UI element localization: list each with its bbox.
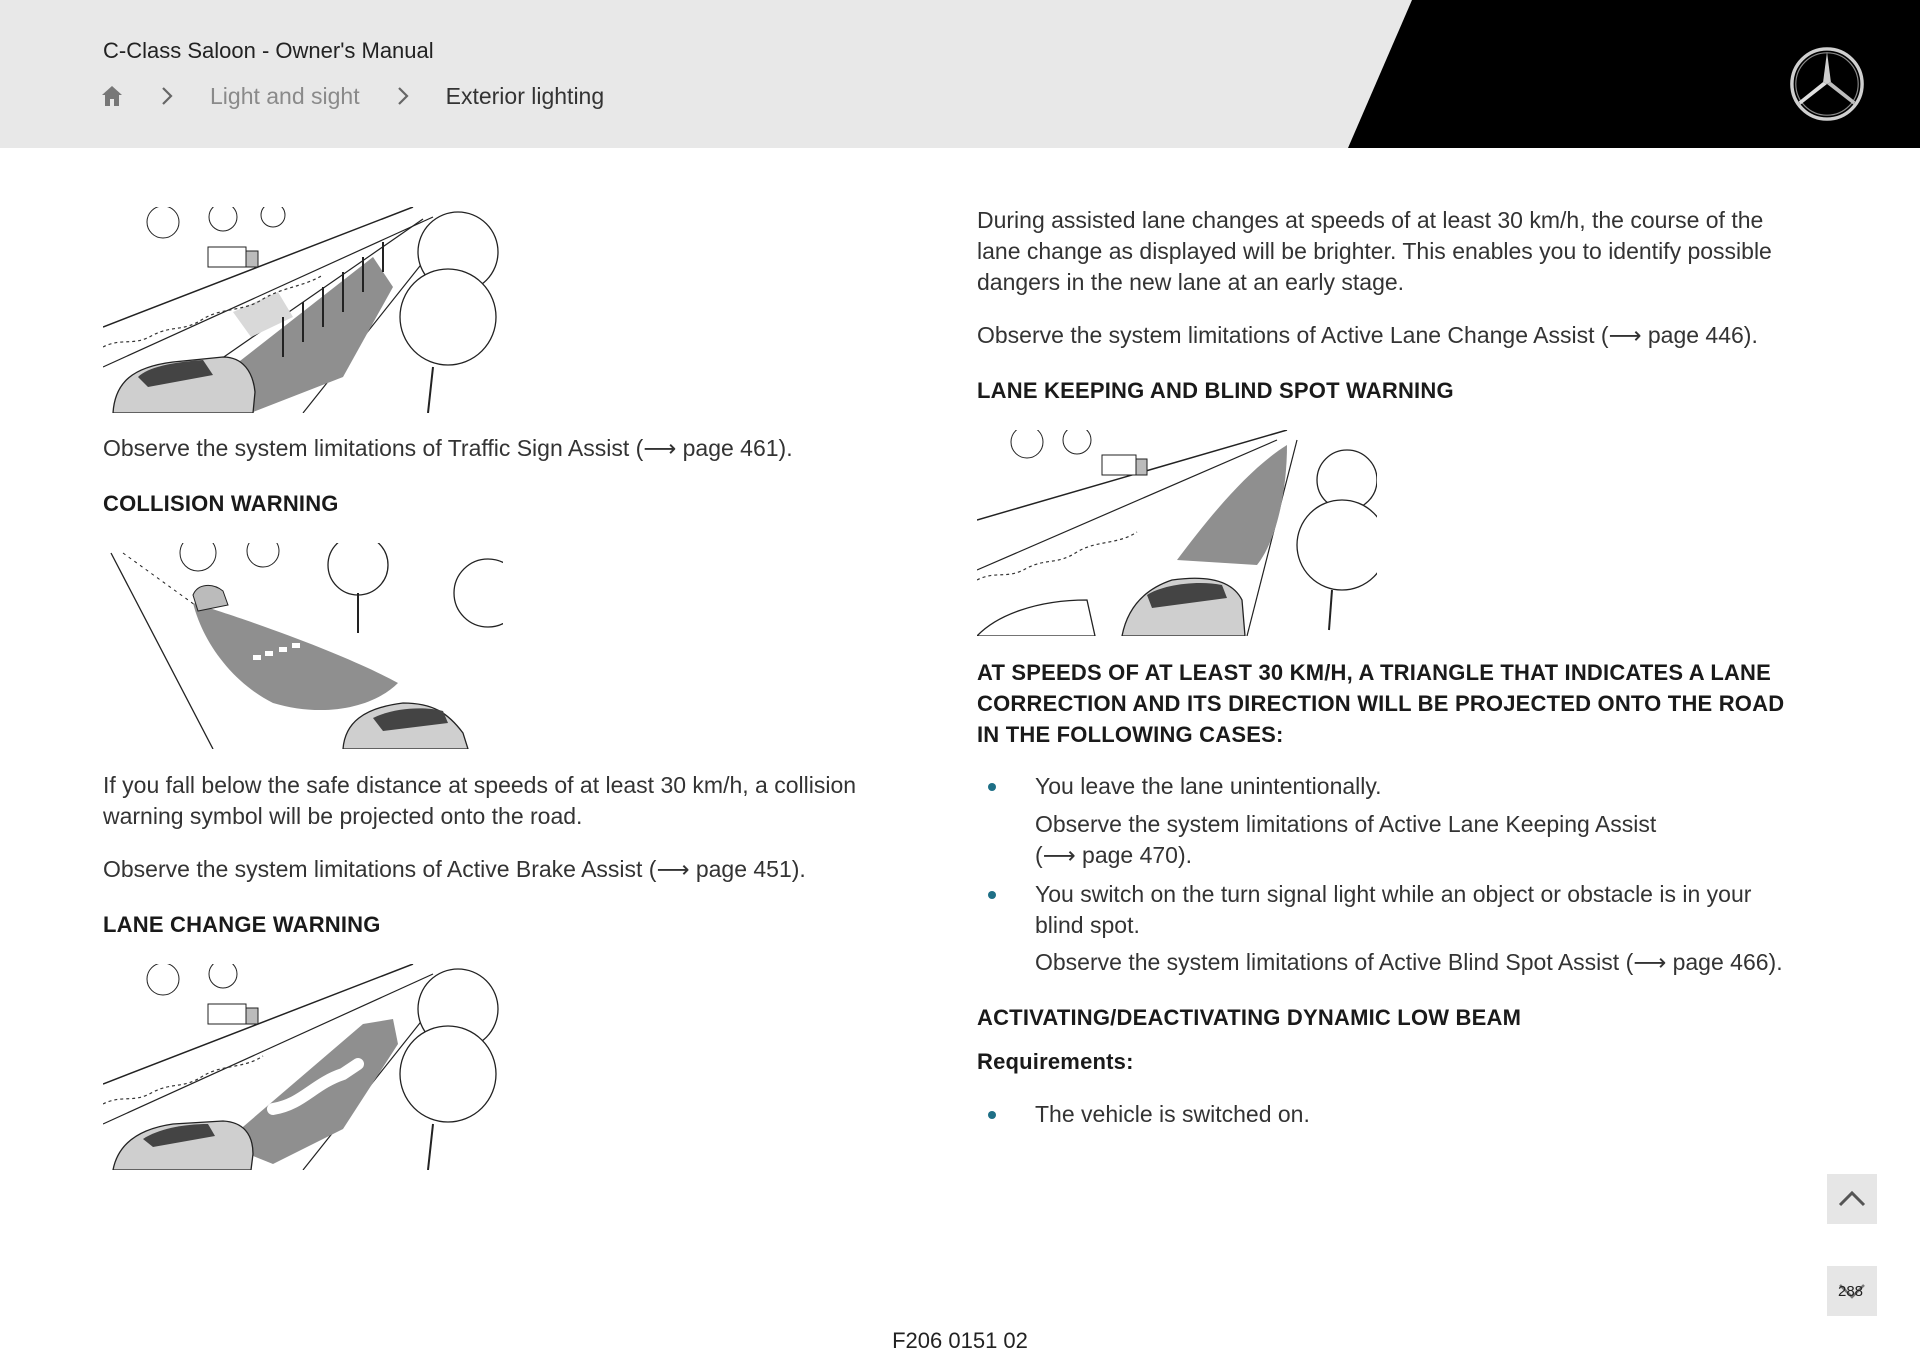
- chevron-up-icon: [1827, 1174, 1877, 1224]
- requirement-1: The vehicle is switched on.: [1035, 1101, 1310, 1127]
- case-2-note: Observe the system limitations of Active Blind Spot Assist (⟶ page 466).: [1035, 949, 1783, 975]
- scroll-down-button[interactable]: [1827, 1266, 1877, 1316]
- home-icon[interactable]: [100, 84, 124, 108]
- document-code: F206 0151 02: [892, 1328, 1028, 1353]
- mercedes-star-logo: [1788, 45, 1866, 123]
- traffic-sign-note: Observe the system limitations of Traffic Sign Assist (⟶ page 461).: [103, 435, 793, 461]
- traffic-sign-assist-illustration: [103, 207, 503, 413]
- breadcrumb-current: Exterior lighting: [445, 82, 605, 109]
- active-brake-assist-note: Observe the system limitations of Active Brake Assist (⟶ page 451).: [103, 856, 806, 882]
- collision-warning-illustration: [103, 543, 503, 749]
- chevron-right-icon: [394, 84, 412, 108]
- case-1-text: You leave the lane unintentionally.: [1035, 773, 1382, 799]
- lane-change-text: During assisted lane changes at speeds of at least 30 km/h, the course of the lane change as displayed will be brighter. This enables you to identify possible dangers in the new lane at an early stage.: [977, 207, 1772, 295]
- dynamic-low-beam-heading: ACTIVATING/DEACTIVATING DYNAMIC LOW BEAM: [977, 1005, 1522, 1030]
- lane-keeping-illustration: [977, 430, 1377, 636]
- breadcrumb: [100, 80, 604, 112]
- bullet-dot: [988, 783, 996, 791]
- breadcrumb-link-light-and-sight[interactable]: Light and sight: [210, 82, 360, 109]
- chevron-right-icon: [158, 84, 176, 108]
- document-title: C-Class Saloon - Owner's Manual: [103, 38, 434, 63]
- bullet-dot: [988, 1111, 996, 1119]
- bullet-dot: [988, 891, 996, 899]
- collision-warning-heading: COLLISION WARNING: [103, 491, 339, 516]
- page-number: 288: [1838, 1283, 1864, 1300]
- lane-change-warning-heading: LANE CHANGE WARNING: [103, 912, 381, 937]
- scroll-up-button[interactable]: [1827, 1174, 1877, 1224]
- lane-change-warning-illustration: [103, 964, 503, 1170]
- case-1-note: Observe the system limitations of Active Lane Keeping Assist (⟶ page 470).: [1035, 811, 1657, 868]
- case-2-text: You switch on the turn signal light while an object or obstacle is in your blind spot.: [1035, 881, 1752, 938]
- header-black-panel: [0, 0, 1920, 148]
- requirements-label: Requirements:: [977, 1049, 1134, 1074]
- collision-warning-text: If you fall below the safe distance at speeds of at least 30 km/h, a collision warning symbol will be projected onto the road.: [103, 772, 857, 829]
- lane-keeping-blind-spot-heading: LANE KEEPING AND BLIND SPOT WARNING: [977, 378, 1454, 403]
- triangle-projection-heading: AT SPEEDS OF AT LEAST 30 KM/H, A TRIANGLE THAT INDICATES A LANE CORRECTION AND ITS DIRECTION WILL BE PROJECTED ONTO THE ROAD IN THE FOLLOWING CASES:: [977, 660, 1785, 747]
- active-lane-change-assist-note: Observe the system limitations of Active Lane Change Assist (⟶ page 446).: [977, 322, 1758, 348]
